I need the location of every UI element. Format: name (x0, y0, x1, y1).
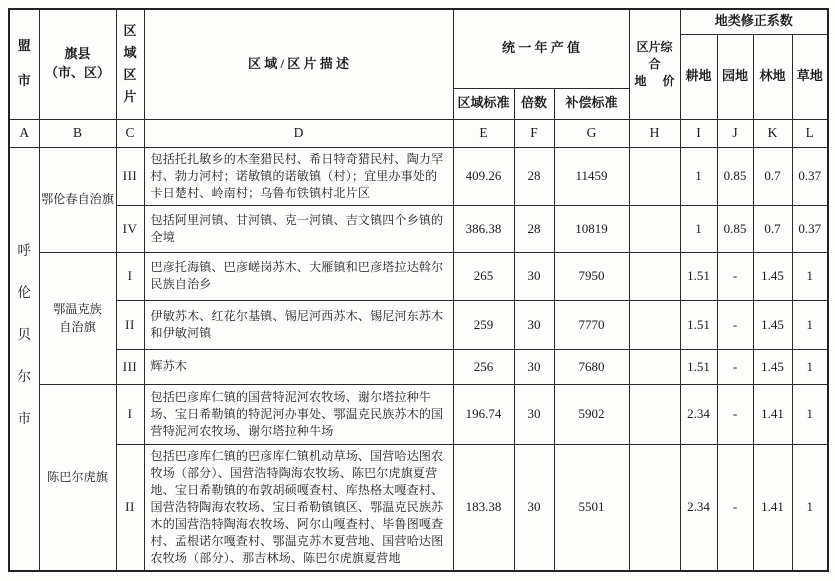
compensation-cell: 7950 (554, 252, 629, 300)
header-zone (116, 9, 144, 119)
column-letter-a: A (9, 119, 39, 147)
multiplier-cell: 30 (514, 300, 554, 349)
header-district-composite-price (629, 9, 680, 119)
composite-price-cell (629, 252, 680, 300)
region-standard-cell: 259 (453, 300, 514, 349)
composite-price-char: 价 (662, 73, 675, 88)
column-letter-j: J (717, 119, 753, 147)
header-forest-land: 林地 (753, 34, 792, 119)
grassland-factor-cell: 1 (792, 384, 828, 444)
cultivated-factor-cell: 2.34 (680, 384, 717, 444)
column-letter-k: K (753, 119, 792, 147)
county-line: 鄂温克族 (53, 301, 102, 316)
description-cell: 包括托扎敏乡的木奎猎民村、希日特奇猎民村、陶力罕村、勃力河村；诺敏镇的诺敏镇（村）；宜里办事处的卡日楚村、岭南村；乌鲁布铁镇村北片区 (144, 147, 453, 205)
region-standard-cell: 196.74 (453, 384, 514, 444)
data-row (9, 349, 828, 384)
compensation-cell: 7770 (554, 300, 629, 349)
forest-factor-cell: 0.7 (753, 205, 792, 252)
garden-factor-cell: - (717, 252, 753, 300)
region-standard-cell: 256 (453, 349, 514, 384)
county-cell (39, 147, 116, 252)
header-multiplier: 倍数 (514, 88, 554, 119)
garden-factor-cell: - (717, 444, 753, 571)
county-line: 自治旗 (59, 320, 96, 334)
league-char: 盟 (17, 38, 31, 54)
description-cell: 伊敏苏木、红花尔基镇、锡尼河西苏木、锡尼河东苏木和伊敏河镇 (144, 300, 453, 349)
forest-factor-cell: 1.45 (753, 252, 792, 300)
composite-price-char: 地 (634, 73, 647, 88)
description-cell: 包括巴彦库仁镇的巴彦库仁镇机动草场、国营哈达图农牧场（部分）、国营浩特陶海农牧场、陈巴尔虎旗夏营地、宝日希勒镇的布敦胡硕嘎查村、库热格太嘎查村、国营浩特陶海农牧场、宝日希勒镇镇区、鄂温克民族苏木的国营浩特陶海农牧场、阿尔山嘎查村、毕鲁图嘎查村、孟根诺尔嘎查村、鄂温克苏木夏营地、国营哈达图农牧场（部分）、那吉林场、陈巴尔虎旗夏营地 (144, 444, 453, 571)
data-row (9, 300, 828, 349)
description-cell: 辉苏木 (144, 349, 453, 384)
header-cultivated-land: 耕地 (680, 34, 717, 119)
county-label-line: 旗县 (64, 46, 91, 62)
cultivated-factor-cell: 1.51 (680, 252, 717, 300)
county-cell (39, 384, 116, 571)
multiplier-cell: 30 (514, 444, 554, 571)
multiplier-cell: 28 (514, 147, 554, 205)
grassland-factor-cell: 1 (792, 444, 828, 571)
multiplier-cell: 28 (514, 205, 554, 252)
zone-cell: IV (116, 205, 144, 252)
city-cell (9, 147, 39, 571)
data-row (9, 147, 828, 205)
column-letter-f: F (514, 119, 554, 147)
data-row (9, 205, 828, 252)
data-row (9, 252, 828, 300)
county-cell (39, 252, 116, 384)
composite-price-cell (629, 349, 680, 384)
cultivated-factor-cell: 1 (680, 205, 717, 252)
compensation-cell: 10819 (554, 205, 629, 252)
garden-factor-cell: - (717, 349, 753, 384)
forest-factor-cell: 1.45 (753, 349, 792, 384)
compensation-cell: 11459 (554, 147, 629, 205)
header-grassland: 草地 (792, 34, 828, 119)
description-cell: 包括阿里河镇、甘河镇、克一河镇、吉文镇四个乡镇的全境 (144, 205, 453, 252)
city-char: 贝 (17, 326, 31, 342)
header-league-city (9, 9, 39, 119)
composite-price-cell (629, 444, 680, 571)
zone-label-char: 区 (123, 66, 137, 82)
header-zone-description: 区 域 / 区 片 描 述 (144, 9, 453, 119)
compensation-cell: 5902 (554, 384, 629, 444)
multiplier-cell: 30 (514, 384, 554, 444)
city-char: 呼 (17, 242, 31, 258)
league-char: 市 (17, 73, 31, 89)
zone-cell: I (116, 384, 144, 444)
cultivated-factor-cell: 1.51 (680, 300, 717, 349)
composite-price-cell (629, 300, 680, 349)
city-char: 尔 (17, 368, 31, 384)
column-letter-row (9, 119, 828, 147)
garden-factor-cell: 0.85 (717, 147, 753, 205)
header-region-standard: 区域标准 (453, 88, 514, 119)
zone-cell: II (116, 444, 144, 571)
region-standard-cell: 183.38 (453, 444, 514, 571)
multiplier-cell: 30 (514, 252, 554, 300)
forest-factor-cell: 1.41 (753, 444, 792, 571)
city-char: 市 (17, 410, 31, 426)
county-line: 陈巴尔虎旗 (47, 469, 108, 484)
column-letter-i: I (680, 119, 717, 147)
zone-label-char: 域 (123, 44, 137, 60)
zone-cell: III (116, 349, 144, 384)
forest-factor-cell: 1.45 (753, 300, 792, 349)
composite-price-line: 区片综合 (636, 39, 673, 71)
county-line: 鄂伦春自治旗 (40, 192, 115, 207)
header-unified-annual-output: 统 一 年 产 值 (453, 9, 629, 88)
region-standard-cell: 265 (453, 252, 514, 300)
header-land-type-factors: 地类修正系数 (680, 9, 828, 34)
column-letter-d: D (144, 119, 453, 147)
header-compensation-standard: 补偿标准 (554, 88, 629, 119)
grassland-factor-cell: 0.37 (792, 205, 828, 252)
garden-factor-cell: - (717, 384, 753, 444)
description-cell: 巴彦托海镇、巴彦嵯岗苏木、大雁镇和巴彦塔拉达斡尔民族自治乡 (144, 252, 453, 300)
garden-factor-cell: - (717, 300, 753, 349)
description-cell: 包括巴彦库仁镇的国营特泥河农牧场、谢尔塔拉种牛场、宝日希勒镇的特泥河办事处、鄂温克民族苏木的国营特泥河农牧场、谢尔塔拉种牛场 (144, 384, 453, 444)
composite-price-cell (629, 147, 680, 205)
cultivated-factor-cell: 2.34 (680, 444, 717, 571)
garden-factor-cell: 0.85 (717, 205, 753, 252)
cultivated-factor-cell: 1.51 (680, 349, 717, 384)
zone-label-char: 片 (123, 88, 137, 104)
forest-factor-cell: 1.41 (753, 384, 792, 444)
multiplier-cell: 30 (514, 349, 554, 384)
grassland-factor-cell: 1 (792, 300, 828, 349)
header-garden-land: 园地 (717, 34, 753, 119)
column-letter-c: C (116, 119, 144, 147)
composite-price-cell (629, 384, 680, 444)
column-letter-h: H (629, 119, 680, 147)
grassland-factor-cell: 1 (792, 349, 828, 384)
county-label-line: （市、区） (44, 65, 110, 81)
compensation-cell: 7680 (554, 349, 629, 384)
cultivated-factor-cell: 1 (680, 147, 717, 205)
region-standard-cell: 386.38 (453, 205, 514, 252)
land-compensation-table (8, 8, 829, 572)
zone-label-char: 区 (123, 23, 137, 39)
grassland-factor-cell: 1 (792, 252, 828, 300)
city-char: 伦 (17, 284, 31, 300)
data-row (9, 384, 828, 444)
forest-factor-cell: 0.7 (753, 147, 792, 205)
column-letter-g: G (554, 119, 629, 147)
column-letter-l: L (792, 119, 828, 147)
zone-cell: II (116, 300, 144, 349)
composite-price-cell (629, 205, 680, 252)
header-county (39, 9, 116, 119)
grassland-factor-cell: 0.37 (792, 147, 828, 205)
region-standard-cell: 409.26 (453, 147, 514, 205)
header-row-1 (9, 9, 828, 34)
zone-cell: III (116, 147, 144, 205)
column-letter-b: B (39, 119, 116, 147)
compensation-cell: 5501 (554, 444, 629, 571)
data-row (9, 444, 828, 571)
column-letter-e: E (453, 119, 514, 147)
zone-cell: I (116, 252, 144, 300)
